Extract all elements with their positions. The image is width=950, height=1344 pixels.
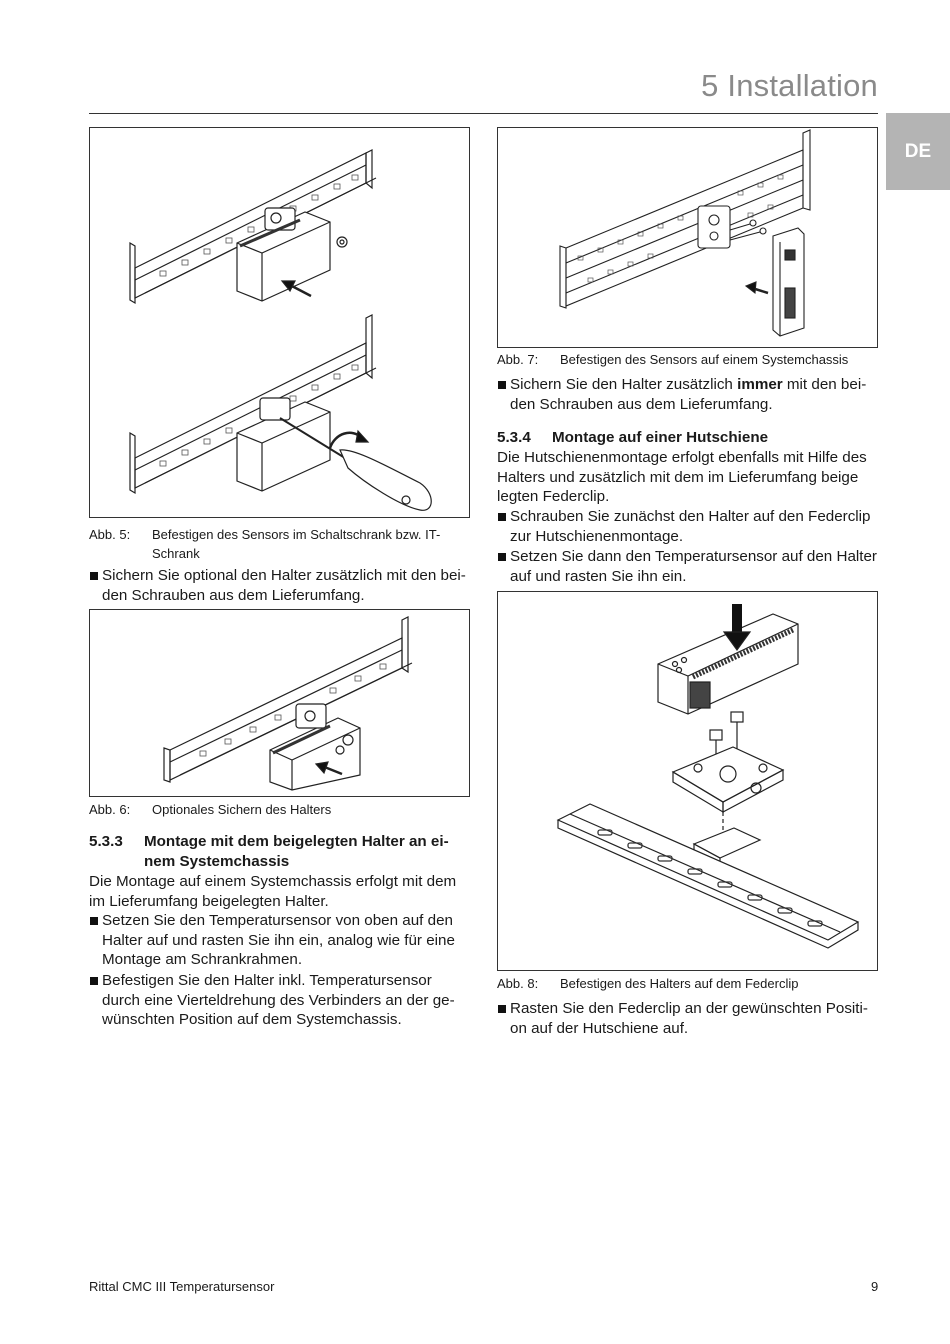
section-number: 5.3.3 [89, 833, 123, 850]
header-divider [89, 113, 878, 114]
language-tab: DE [886, 113, 950, 190]
bullet-text-emphasis: immer [737, 376, 783, 393]
bullet-text-line: auf und rasten Sie ihn ein. [510, 567, 687, 585]
figure-8-caption-text: Befestigen des Halters auf dem Federclip [560, 976, 799, 991]
figure-7-number: Abb. 7: [497, 352, 539, 367]
bullet-text-line: Schrauben Sie zunächst den Halter auf den Federclip [510, 508, 871, 525]
bullet-text-line: Setzen Sie den Temperatursensor von oben auf den [102, 912, 453, 929]
bullet-text-line: wünschten Position auf dem Systemchassis. [102, 1011, 402, 1029]
bullet-text-line: Sichern Sie optional den Halter zusätzlich mit den bei- [102, 567, 466, 584]
section-5-3-4-intro [497, 448, 882, 507]
bullet-text-line [510, 375, 895, 395]
bullet-set-sensor [89, 911, 482, 970]
bullet-text-line: on auf der Hutschiene auf. [510, 1019, 689, 1037]
intro-line: im Lieferumfang beigelegten Halter. [89, 892, 329, 910]
section-number: 5.3.4 [497, 429, 531, 446]
bullet-text-line: Halter auf und rasten Sie ihn ein, analog wie für eine [102, 931, 455, 949]
bullet-secure-always [497, 375, 895, 414]
figure-5-number: Abb. 5: [89, 527, 131, 542]
figure-7-caption-text: Befestigen des Sensors auf einem Systemchassis [560, 352, 849, 367]
section-title-line2: nem Systemchassis [144, 852, 290, 870]
figure-6-number: Abb. 6: [89, 802, 131, 817]
figure-6-caption-text: Optionales Sichern des Halters [152, 802, 332, 817]
figure-7-caption [497, 350, 877, 370]
bullet-text-line: Setzen Sie dann den Temperatursensor auf den Halter [510, 548, 877, 565]
bullet-text-line: durch eine Vierteldrehung des Verbinders an der ge- [102, 991, 455, 1009]
figure-5-caption-line1: Befestigen des Sensors im Schaltschrank bzw. IT- [152, 527, 441, 542]
bullet-text-line: Befestigen Sie den Halter inkl. Temperatursensor [102, 972, 432, 989]
bullet-fasten-holder [89, 971, 482, 1030]
page-section-title: 5 Installation [701, 68, 878, 103]
figure-8-number: Abb. 8: [497, 976, 539, 991]
section-title: Montage auf einer Hutschiene [552, 429, 769, 446]
bullet-set-sensor-rail [497, 547, 895, 586]
figure-5-caption-line2: Schrank [152, 546, 200, 561]
intro-line: Die Montage auf einem Systemchassis erfolgt mit dem [89, 873, 457, 890]
section-5-3-3-intro [89, 872, 474, 911]
bullet-text-line: den Schrauben aus dem Lieferumfang. [102, 586, 365, 604]
bullet-optional-secure [89, 566, 482, 605]
bullet-text-post: mit den bei- [782, 376, 867, 393]
intro-line: legten Federclip. [497, 488, 610, 506]
bullet-text-line: den Schrauben aus dem Lieferumfang. [510, 395, 773, 413]
section-5-3-3-heading [89, 832, 474, 872]
figure-6-caption [89, 800, 469, 820]
figure-7-illustration [497, 127, 878, 348]
bullet-screw-holder [497, 507, 895, 546]
section-5-3-4-heading [497, 428, 882, 448]
footer-product-name: Rittal CMC III Temperatursensor [89, 1279, 275, 1294]
bullet-text-line: zur Hutschienenmontage. [510, 527, 684, 545]
intro-line: Die Hutschienenmontage erfolgt ebenfalls mit Hilfe des [497, 449, 867, 466]
figure-8-caption [497, 974, 877, 994]
figure-5-illustration [89, 127, 470, 518]
figure-6-illustration [89, 609, 470, 797]
bullet-snap-clip [497, 999, 895, 1038]
section-title-line1: Montage mit dem beigelegten Halter an ei- [144, 833, 449, 850]
bullet-text-line: Rasten Sie den Federclip an der gewünschten Positi- [510, 1000, 868, 1017]
figure-8-illustration [497, 591, 878, 971]
page-number: 9 [871, 1279, 879, 1294]
bullet-text-line: Montage am Schrankrahmen. [102, 951, 303, 969]
figure-5-caption [89, 525, 469, 565]
intro-line: Halters und zusätzlich mit dem im Lieferumfang beige [497, 468, 859, 486]
bullet-text-pre: Sichern Sie den Halter zusätzlich [510, 376, 738, 393]
